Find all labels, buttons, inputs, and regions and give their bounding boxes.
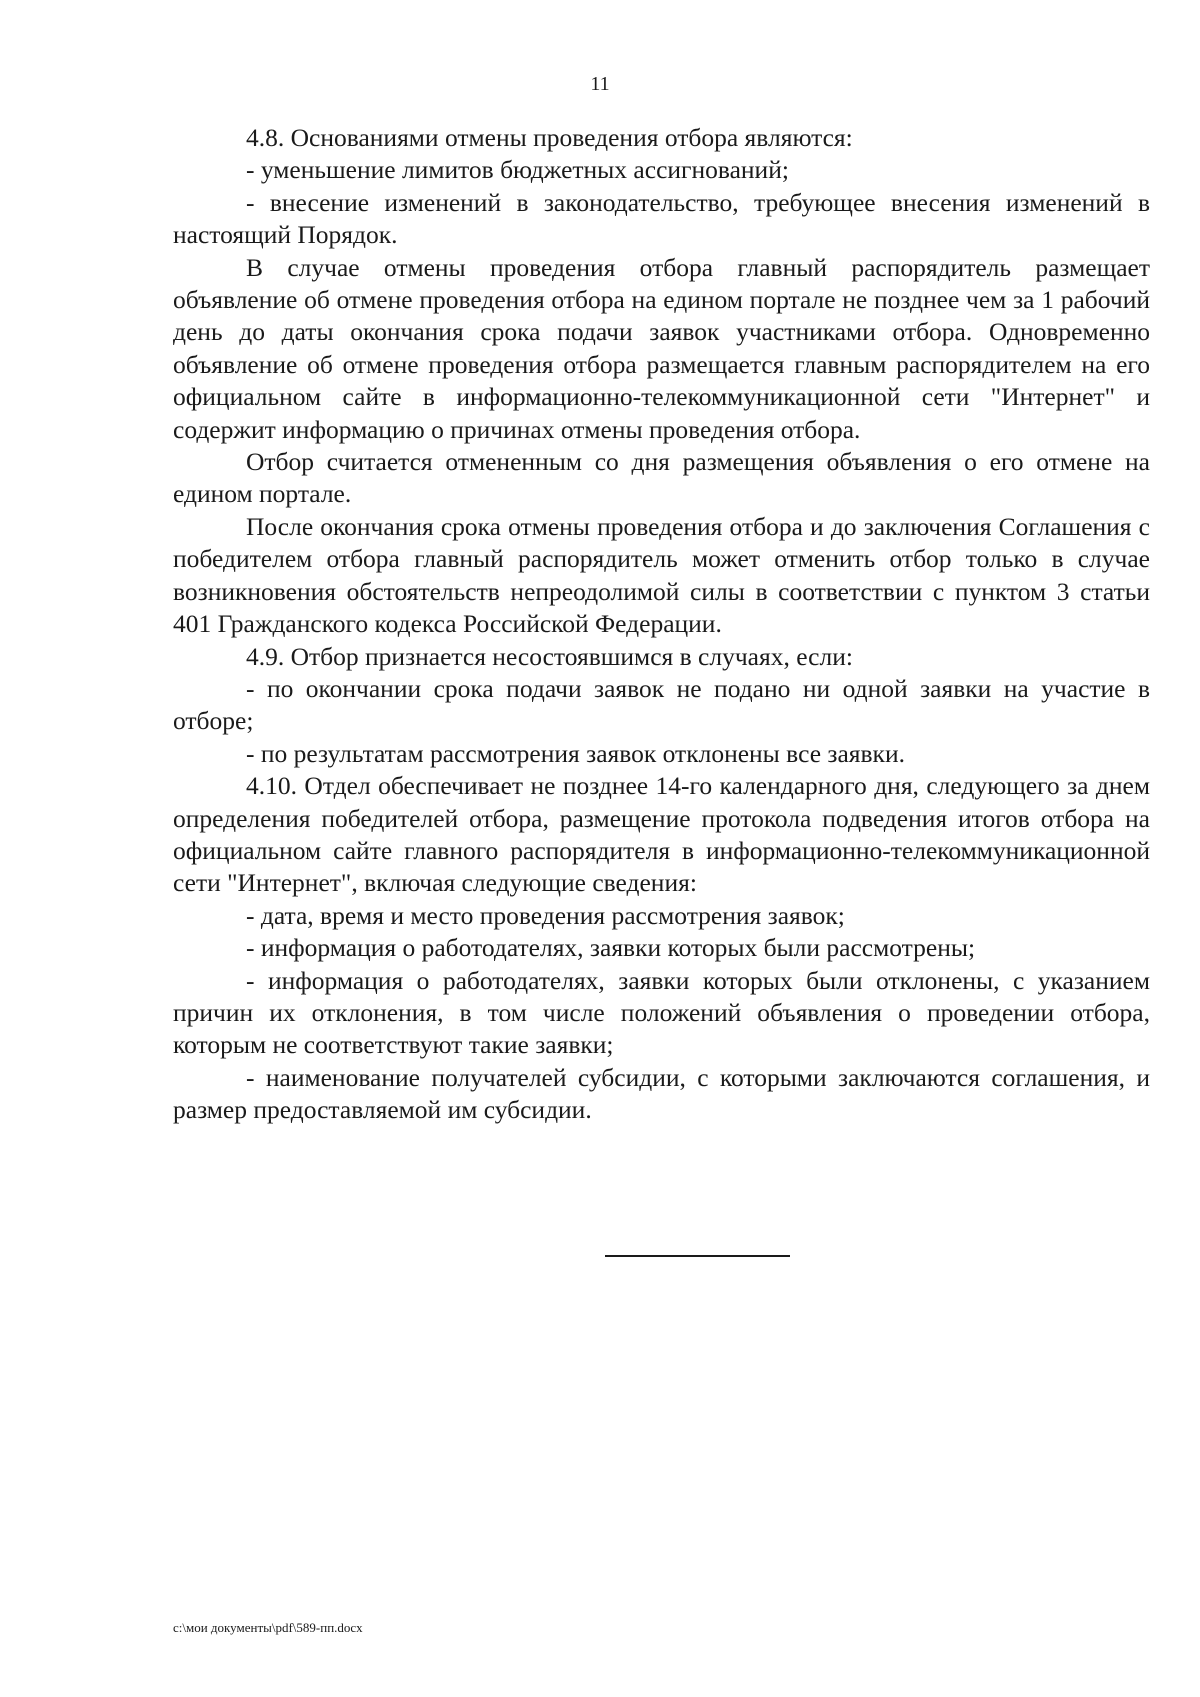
paragraph-cancellation-notice: В случае отмены проведения отбора главный распорядитель размещает объявление об отмене проведения отбора на едином портале не позднее чем за 1 рабочий день до даты окончания срока подачи заявок участниками отбора. Одновременно объявление об отмене проведения отбора размещается главным распорядителем на его официальном сайте в информационно-телекоммуникационной сети "Интернет" и содержит информацию о причинах отмены проведения отбора. [173,252,1150,444]
document-body [173,122,1150,1127]
end-separator-line [605,1255,790,1257]
paragraph-4-9-heading: 4.9. Отбор признается несостоявшимся в случаях, если: [246,641,853,671]
paragraph-list-item: - по окончании срока подачи заявок не подано ни одной заявки на участие в отборе; [173,673,1150,736]
paragraph-list-item: - по результатам рассмотрения заявок отклонены все заявки. [246,738,905,768]
paragraph-list-item: - внесение изменений в законодательство, требующее внесения изменений в настоящий Порядок. [173,187,1150,250]
paragraph-list-item: - уменьшение лимитов бюджетных ассигнований; [246,155,789,185]
paragraph-cancellation-date: Отбор считается отмененным со дня размещения объявления о его отмене на едином портале. [173,447,1150,509]
paragraph-list-item: - информация о работодателях, заявки которых были рассмотрены; [246,933,976,963]
paragraph-4-10-heading: 4.10. Отдел обеспечивает не позднее 14-го календарного дня, следующего за днем определения победителей отбора, размещение протокола подведения итогов отбора на официальном сайте главного распорядителя в информационно-телекоммуникационной сети "Интернет", включая следующие сведения: [173,771,1150,898]
paragraph-list-item: - информация о работодателях, заявки которых были отклонены, с указанием причин их отклонения, в том числе положений объявления о проведении отбора, которым не соответствуют такие заявки; [173,965,1150,1060]
paragraph-list-item: - наименование получателей субсидии, с которыми заключаются соглашения, и размер предоставляемой им субсидии. [173,1062,1150,1125]
paragraph-4-8-heading: 4.8. Основаниями отмены проведения отбора являются: [246,123,853,152]
page-number: 11 [590,73,610,95]
footer-file-path: c:\мои документы\pdf\589-пп.docx [173,1620,363,1635]
paragraph-force-majeure: После окончания срока отмены проведения отбора и до заключения Соглашения с победителем отбора главный распорядитель может отменить отбор только в случае возникновения обстоятельств непреодолимой силы в соответствии с пунктом 3 статьи 401 Гражданского кодекса Российской Федерации. [173,511,1150,639]
paragraph-list-item: - дата, время и место проведения рассмотрения заявок; [246,900,845,930]
